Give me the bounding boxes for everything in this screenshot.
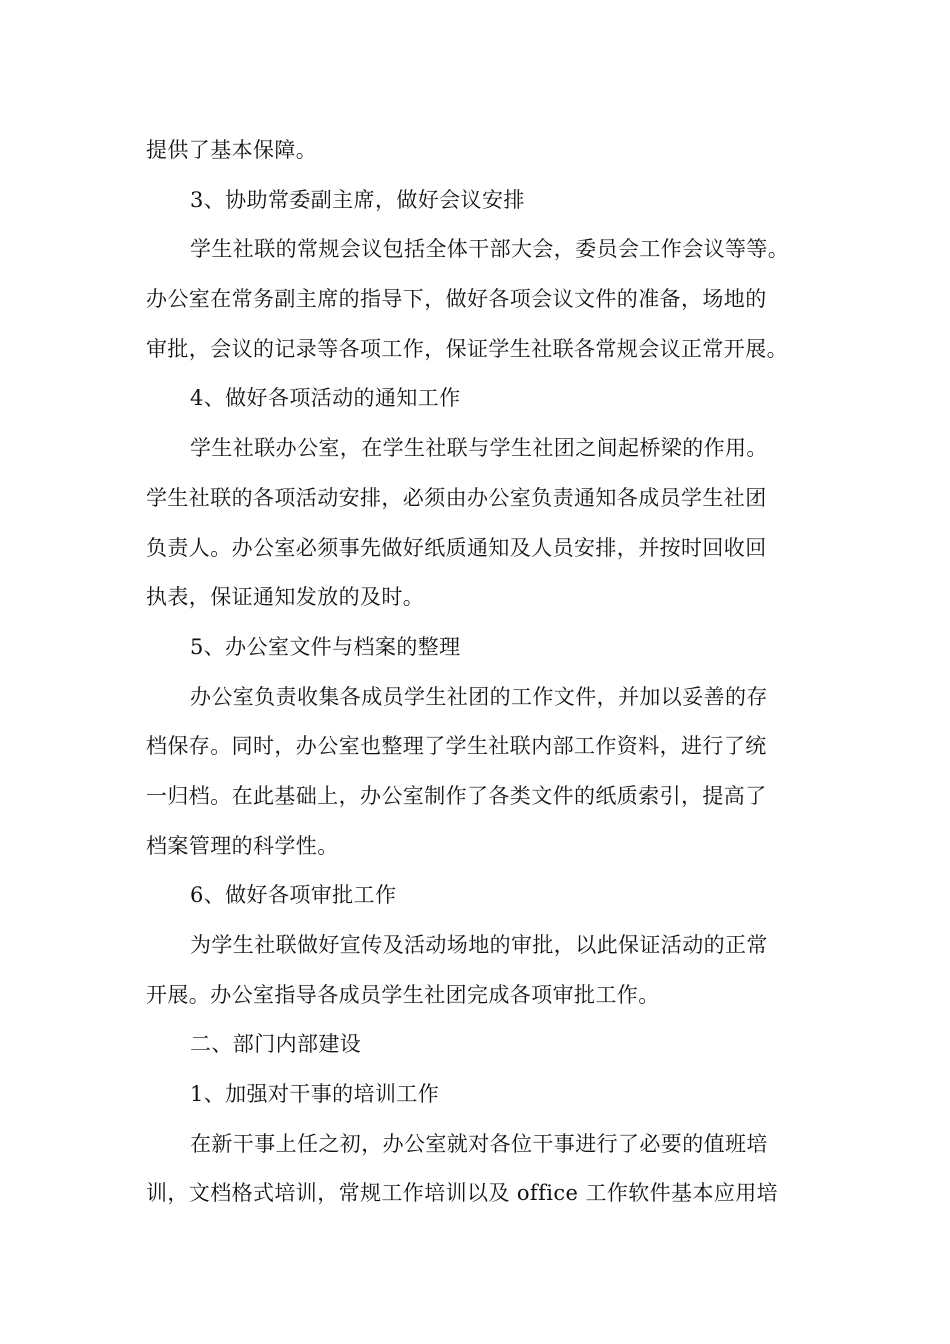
body-line: 一归档。在此基础上，办公室制作了各类文件的纸质索引，提高了 [146, 783, 767, 808]
body-line: 办公室在常务副主席的指导下，做好各项会议文件的准备，场地的 [146, 287, 767, 312]
section-heading: 5、办公室文件与档案的整理 [190, 634, 461, 659]
body-line: 负责人。办公室必须事先做好纸质通知及人员安排，并按时回收回 [146, 535, 767, 560]
body-line: 开展。办公室指导各成员学生社团完成各项审批工作。 [146, 982, 660, 1007]
body-line: 在新干事上任之初，办公室就对各位干事进行了必要的值班培 [190, 1131, 768, 1156]
body-line: 学生社联的各项活动安排，必须由办公室负责通知各成员学生社团 [146, 485, 767, 510]
body-line: 执表，保证通知发放的及时。 [146, 585, 425, 610]
body-line: 档保存。同时，办公室也整理了学生社联内部工作资料，进行了统 [146, 734, 767, 759]
body-line: 提供了基本保障。 [146, 138, 318, 162]
section-heading: 二、部门内部建设 [190, 1032, 362, 1057]
body-line: 为学生社联做好宣传及活动场地的审批，以此保证活动的正常 [190, 933, 768, 957]
section-heading: 3、协助常委副主席，做好会议安排 [190, 187, 525, 212]
body-line: 档案管理的科学性。 [146, 833, 339, 858]
section-heading: 1、加强对干事的培训工作 [190, 1082, 440, 1107]
body-line: 学生社联办公室，在学生社联与学生社团之间起桥梁的作用。 [190, 436, 768, 461]
body-line: 审批，会议的记录等各项工作，保证学生社联各常规会议正常开展。 [146, 336, 788, 361]
body-line: 训，文档格式培训，常规工作培训以及 office 工作软件基本应用培 [146, 1181, 779, 1206]
body-line: 学生社联的常规会议包括全体干部大会，委员会工作会议等等。 [190, 237, 790, 262]
section-heading: 6、做好各项审批工作 [190, 883, 397, 908]
document-body [146, 126, 826, 1219]
section-heading: 4、做好各项活动的通知工作 [190, 386, 461, 411]
body-line: 办公室负责收集各成员学生社团的工作文件，并加以妥善的存 [190, 684, 768, 709]
